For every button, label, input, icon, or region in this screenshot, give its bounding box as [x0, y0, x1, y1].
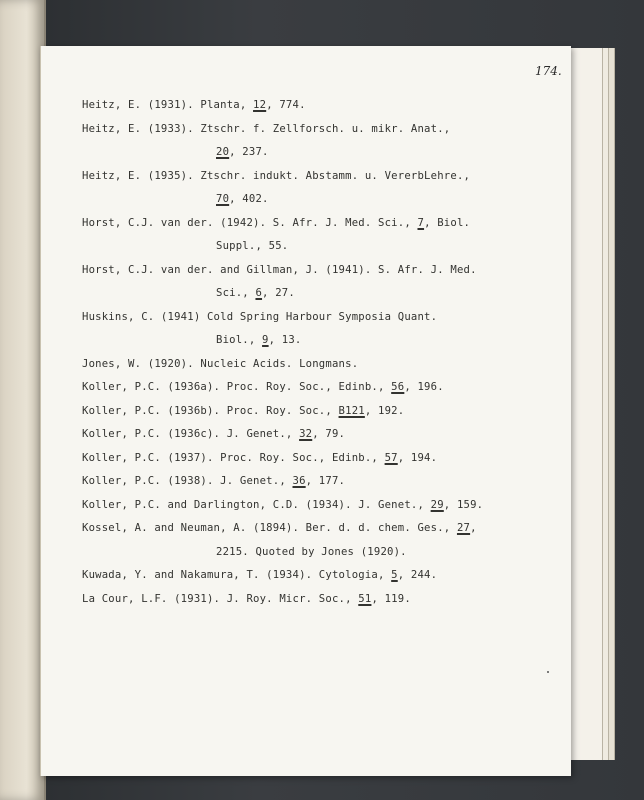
reference-text: , 774. — [266, 99, 306, 111]
reference-text: , 192. — [364, 404, 405, 417]
reference-entry — [82, 494, 526, 518]
reference-line — [82, 353, 526, 377]
reference-line — [82, 165, 526, 189]
reference-text: , 194. — [397, 451, 438, 464]
reference-entry — [82, 353, 526, 377]
reference-text: , 119. — [371, 592, 411, 605]
reference-text: Koller, P.C. (1937). Proc. Roy. Soc., Edinb., — [82, 451, 385, 464]
reference-entry — [82, 517, 526, 564]
reference-continuation-line — [82, 282, 526, 306]
volume-number: 5 — [391, 569, 398, 581]
reference-continuation-line — [82, 541, 526, 565]
reference-line — [82, 447, 526, 471]
volume-number: 6 — [255, 287, 263, 299]
reference-continuation-line — [82, 329, 526, 353]
reference-text: , — [470, 522, 477, 534]
reference-text: , 79. — [312, 428, 346, 440]
volume-number: 9 — [262, 334, 269, 346]
volume-number: 32 — [299, 428, 313, 440]
reference-entry — [82, 564, 526, 588]
reference-entry — [82, 306, 526, 353]
reference-text: , 402. — [229, 193, 269, 205]
reference-line — [82, 564, 526, 588]
reference-line — [82, 212, 526, 236]
volume-number: 51 — [358, 592, 372, 605]
reference-entry — [82, 118, 526, 165]
reference-entry — [82, 470, 526, 494]
reference-text: , 177. — [305, 475, 346, 487]
reference-line — [82, 118, 526, 142]
reference-continuation-line — [82, 235, 526, 259]
reference-entry — [82, 212, 526, 259]
reference-text: , 27. — [262, 287, 295, 299]
reference-text: Koller, P.C. (1938). J. Genet., — [82, 475, 293, 487]
volume-number: B121 — [338, 404, 365, 417]
volume-number: 56 — [391, 381, 405, 393]
volume-number: 29 — [430, 498, 444, 511]
reference-text: , Biol. — [424, 216, 471, 229]
reference-line — [82, 470, 526, 494]
reference-text: Jones, W. (1920). Nucleic Acids. Longmans. — [82, 357, 359, 370]
reference-continuation-line — [82, 188, 526, 212]
reference-entry — [82, 94, 526, 118]
reference-text: Kuwada, Y. and Nakamura, T. (1934). Cytologia, — [82, 569, 392, 581]
reference-continuation-line — [82, 141, 526, 165]
reference-line — [82, 588, 526, 612]
reference-list — [82, 94, 526, 611]
reference-text: Heitz, E. (1931). Planta, — [82, 99, 254, 111]
reference-text: Huskins, C. (1941) Cold Spring Harbour Symposia Quant. — [82, 310, 438, 323]
reference-text: Horst, C.J. van der. and Gillman, J. (1941). S. Afr. J. Med. — [82, 263, 477, 276]
reference-text: Suppl., 55. — [216, 240, 289, 252]
volume-number: 57 — [384, 451, 398, 464]
reference-line — [82, 423, 526, 447]
reference-text: , 196. — [404, 381, 444, 393]
reference-text: Koller, P.C. (1936a). Proc. Roy. Soc., Edinb., — [82, 381, 392, 393]
reference-line — [82, 400, 526, 424]
volume-number: 27 — [456, 522, 471, 534]
reference-text: La Cour, L.F. (1931). J. Roy. Micr. Soc., — [82, 592, 359, 605]
volume-number: 36 — [292, 475, 306, 487]
reference-text: Koller, P.C. and Darlington, C.D. (1934). J. Genet., — [82, 498, 431, 511]
reference-text: , 13. — [268, 334, 302, 346]
reference-entry — [82, 588, 526, 612]
reference-text: Heitz, E. (1933). Ztschr. f. Zellforsch. u. mikr. Anat., — [82, 122, 451, 135]
reference-line — [82, 94, 526, 118]
reference-line — [82, 376, 526, 400]
reference-line — [82, 494, 526, 518]
reference-text: , 244. — [397, 569, 438, 581]
reference-line — [82, 306, 526, 330]
page-number: 174. — [535, 64, 562, 78]
reference-text: Horst, C.J. van der. (1942). S. Afr. J. Med. Sci., — [82, 216, 418, 229]
reference-text: 2215. Quoted by Jones (1920). — [216, 545, 407, 558]
reference-text: Biol., — [216, 334, 263, 346]
reference-entry — [82, 259, 526, 306]
volume-number: 70 — [216, 193, 230, 205]
reference-text: Koller, P.C. (1936c). J. Genet., — [82, 428, 300, 440]
reference-text: Sci., — [216, 287, 256, 299]
reference-entry — [82, 376, 526, 400]
ink-dot — [547, 671, 549, 673]
reference-text: Kossel, A. and Neuman, A. (1894). Ber. d. d. chem. Ges., — [82, 522, 457, 534]
volume-number: 7 — [417, 216, 425, 229]
volume-number: 20 — [216, 146, 230, 158]
reference-entry — [82, 165, 526, 212]
reference-text: , 237. — [229, 146, 269, 158]
reference-entry — [82, 423, 526, 447]
reference-text: Koller, P.C. (1936b). Proc. Roy. Soc., — [82, 404, 339, 417]
reference-entry — [82, 400, 526, 424]
volume-number: 12 — [253, 99, 267, 111]
reference-line — [82, 259, 526, 283]
reference-text: , 159. — [443, 498, 484, 511]
reference-line — [82, 517, 526, 541]
reference-text: Heitz, E. (1935). Ztschr. indukt. Abstamm. u. VererbLehre., — [82, 169, 471, 182]
reference-entry — [82, 447, 526, 471]
